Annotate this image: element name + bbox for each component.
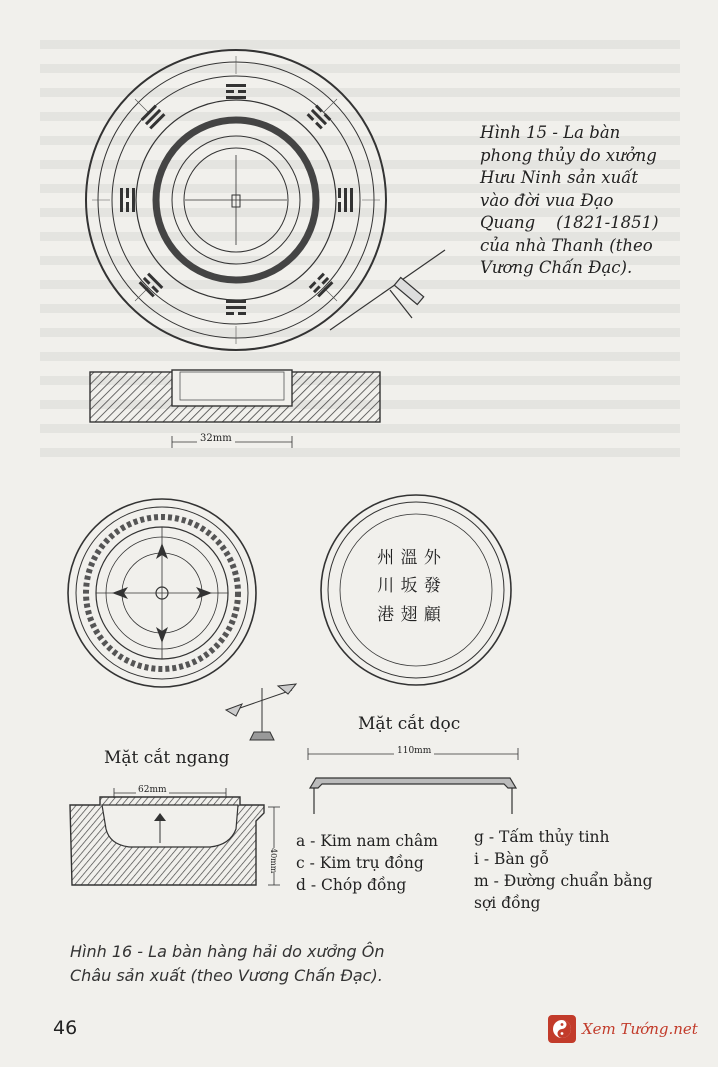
caption-15-line: Hình 15 - La bàn xyxy=(480,123,621,142)
figure-16-needle-detail xyxy=(222,680,302,750)
seal-char: 港 xyxy=(377,604,395,625)
seal-char: 溫 xyxy=(400,548,418,568)
seal-char: 州 xyxy=(377,548,395,568)
legend-item: a - Kim nam châm xyxy=(296,832,438,850)
figure-15-cross-section xyxy=(80,360,420,470)
seal-char: 發 xyxy=(423,576,441,597)
legend-item: g - Tấm thủy tinh xyxy=(474,828,610,846)
watermark-text: Xem Tướng.net xyxy=(582,1020,698,1038)
caption-16-line: Hình 16 - La bàn hàng hải do xưởng Ôn xyxy=(70,942,385,961)
caption-15-line: Quang (1821-1851) xyxy=(480,213,659,232)
legend-item: sợi đồng xyxy=(474,894,541,912)
figure-16-dim-ngang: 62mm xyxy=(138,785,167,795)
caption-15-line: Vương Chấn Đạc). xyxy=(480,258,633,277)
label-longitudinal-section: Mặt cắt dọc xyxy=(358,714,461,734)
legend-item: m - Đường chuẩn bằng xyxy=(474,872,653,890)
seal-char: 翅 xyxy=(400,604,418,625)
caption-16-line: Châu sản xuất (theo Vương Chấn Đạc). xyxy=(70,966,383,985)
seal-char: 顧 xyxy=(423,604,441,625)
label-cross-section: Mặt cắt ngang xyxy=(104,748,230,768)
legend-item: c - Kim trụ đồng xyxy=(296,854,424,872)
caption-15-line: vào đời vua Đạo xyxy=(480,190,614,210)
figure-16-cross-section xyxy=(60,785,290,895)
figure-15-dimension-label: 32mm xyxy=(197,433,235,444)
site-watermark xyxy=(548,1012,716,1046)
seal-char: 坂 xyxy=(400,576,418,597)
page-number: 46 xyxy=(53,1017,78,1039)
figure-16-caption xyxy=(70,940,430,988)
figure-16-dim-doc: 110mm xyxy=(394,746,434,756)
figure-16-legend-right xyxy=(474,826,653,914)
caption-15-line: phong thủy do xưởng xyxy=(480,145,657,165)
figure-16-dim-height: 40mm xyxy=(269,848,278,874)
seal-char: 川 xyxy=(377,576,395,597)
figure-16-legend-left xyxy=(296,830,438,896)
caption-15-line: của nhà Thanh (theo xyxy=(480,235,653,255)
figure-16-compass-face xyxy=(66,495,266,695)
seal-char: 外 xyxy=(423,548,441,568)
legend-item: d - Chóp đồng xyxy=(296,876,407,894)
legend-item: i - Bàn gỗ xyxy=(474,850,549,868)
figure-16-seal xyxy=(374,545,444,630)
figure-15-caption xyxy=(480,122,670,280)
caption-15-line: Hưu Ninh sản xuất xyxy=(480,168,638,187)
yin-yang-icon xyxy=(548,1015,576,1043)
